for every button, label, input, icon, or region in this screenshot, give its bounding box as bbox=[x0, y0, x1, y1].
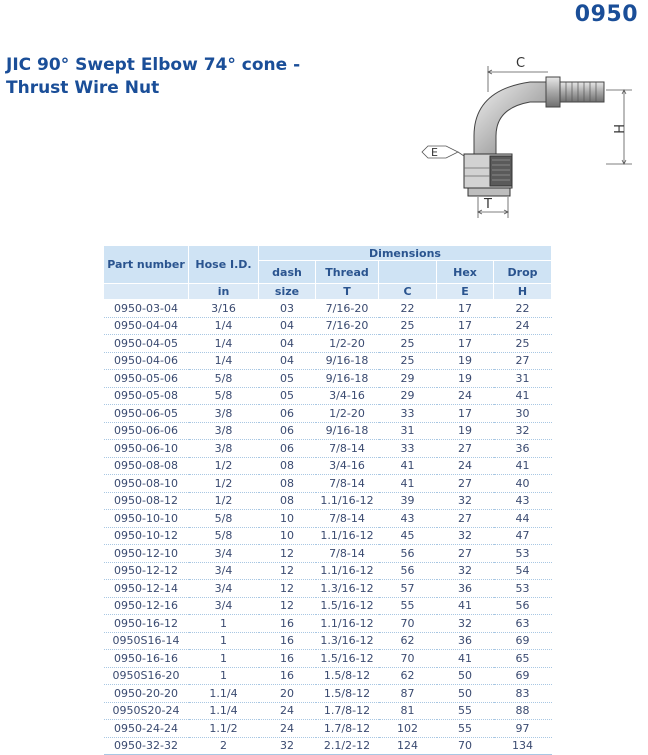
cell-part-number: 0950-12-12 bbox=[104, 562, 189, 580]
table-row bbox=[104, 300, 552, 318]
cell-hex: 17 bbox=[437, 317, 494, 335]
cell-dash-size: 05 bbox=[259, 387, 316, 405]
cell-hose-id: 1 bbox=[189, 615, 259, 633]
cell-hose-id: 3/4 bbox=[189, 545, 259, 563]
header-drop: Drop bbox=[494, 261, 552, 284]
cell-hex: 27 bbox=[437, 440, 494, 458]
cell-drop: 88 bbox=[494, 702, 552, 720]
table-row bbox=[104, 457, 552, 475]
cell-dash-size: 04 bbox=[259, 335, 316, 353]
cell-hex: 24 bbox=[437, 457, 494, 475]
table-row bbox=[104, 492, 552, 510]
cell-part-number: 0950-20-20 bbox=[104, 685, 189, 703]
unit-drop: H bbox=[494, 284, 552, 300]
cell-thread: 1.7/8-12 bbox=[316, 702, 379, 720]
cell-thread: 7/8-14 bbox=[316, 545, 379, 563]
cell-hex: 36 bbox=[437, 580, 494, 598]
table-row bbox=[104, 510, 552, 528]
cell-c: 62 bbox=[379, 667, 437, 685]
cell-drop: 65 bbox=[494, 650, 552, 668]
cell-thread: 1.3/16-12 bbox=[316, 632, 379, 650]
cell-drop: 54 bbox=[494, 562, 552, 580]
cell-dash-size: 32 bbox=[259, 737, 316, 755]
cell-dash-size: 06 bbox=[259, 405, 316, 423]
cell-thread: 9/16-18 bbox=[316, 422, 379, 440]
cell-dash-size: 24 bbox=[259, 702, 316, 720]
table-row bbox=[104, 335, 552, 353]
table-row bbox=[104, 317, 552, 335]
cell-c: 33 bbox=[379, 405, 437, 423]
cell-dash-size: 03 bbox=[259, 300, 316, 318]
cell-c: 55 bbox=[379, 597, 437, 615]
cell-hex: 50 bbox=[437, 685, 494, 703]
cell-c: 87 bbox=[379, 685, 437, 703]
cell-c: 56 bbox=[379, 562, 437, 580]
unit-c: C bbox=[379, 284, 437, 300]
table-row bbox=[104, 440, 552, 458]
table-row bbox=[104, 650, 552, 668]
cell-hose-id: 2 bbox=[189, 737, 259, 755]
cell-hose-id: 1.1/4 bbox=[189, 685, 259, 703]
header-hex: Hex bbox=[437, 261, 494, 284]
cell-dash-size: 10 bbox=[259, 510, 316, 528]
cell-part-number: 0950-05-06 bbox=[104, 370, 189, 388]
table-row bbox=[104, 527, 552, 545]
cell-c: 62 bbox=[379, 632, 437, 650]
cell-drop: 41 bbox=[494, 387, 552, 405]
cell-c: 22 bbox=[379, 300, 437, 318]
cell-hex: 55 bbox=[437, 702, 494, 720]
cell-thread: 7/8-14 bbox=[316, 475, 379, 493]
cell-drop: 69 bbox=[494, 667, 552, 685]
cell-part-number: 0950-05-08 bbox=[104, 387, 189, 405]
cell-dash-size: 16 bbox=[259, 667, 316, 685]
cell-hex: 32 bbox=[437, 615, 494, 633]
cell-hex: 32 bbox=[437, 562, 494, 580]
cell-part-number: 0950S16-20 bbox=[104, 667, 189, 685]
cell-c: 29 bbox=[379, 370, 437, 388]
cell-hose-id: 1.1/4 bbox=[189, 702, 259, 720]
cell-hex: 24 bbox=[437, 387, 494, 405]
cell-hex: 27 bbox=[437, 545, 494, 563]
cell-hex: 17 bbox=[437, 405, 494, 423]
cell-c: 81 bbox=[379, 702, 437, 720]
cell-hex: 32 bbox=[437, 527, 494, 545]
cell-c: 25 bbox=[379, 317, 437, 335]
cell-c: 33 bbox=[379, 440, 437, 458]
cell-part-number: 0950-04-04 bbox=[104, 317, 189, 335]
cell-dash-size: 10 bbox=[259, 527, 316, 545]
cell-drop: 32 bbox=[494, 422, 552, 440]
table-row bbox=[104, 387, 552, 405]
cell-thread: 1.1/16-12 bbox=[316, 562, 379, 580]
cell-part-number: 0950-04-05 bbox=[104, 335, 189, 353]
cell-dash-size: 08 bbox=[259, 457, 316, 475]
cell-dash-size: 16 bbox=[259, 650, 316, 668]
cell-drop: 63 bbox=[494, 615, 552, 633]
cell-hose-id: 3/8 bbox=[189, 405, 259, 423]
cell-hose-id: 3/16 bbox=[189, 300, 259, 318]
cell-part-number: 0950-10-12 bbox=[104, 527, 189, 545]
elbow-pipe bbox=[474, 82, 548, 154]
thrust-wire-nut bbox=[464, 154, 512, 196]
cell-c: 39 bbox=[379, 492, 437, 510]
cell-dash-size: 04 bbox=[259, 352, 316, 370]
cell-part-number: 0950-12-10 bbox=[104, 545, 189, 563]
cell-thread: 1.5/16-12 bbox=[316, 650, 379, 668]
cell-drop: 69 bbox=[494, 632, 552, 650]
cell-part-number: 0950-06-05 bbox=[104, 405, 189, 423]
cell-part-number: 0950-08-10 bbox=[104, 475, 189, 493]
cell-thread: 7/8-14 bbox=[316, 440, 379, 458]
cell-hose-id: 1 bbox=[189, 650, 259, 668]
cell-hex: 19 bbox=[437, 370, 494, 388]
header-part-number: Part number bbox=[104, 246, 189, 284]
header-c bbox=[379, 261, 437, 284]
table-row bbox=[104, 597, 552, 615]
cell-c: 41 bbox=[379, 475, 437, 493]
cell-hose-id: 3/8 bbox=[189, 440, 259, 458]
product-title-line-1: JIC 90° Swept Elbow 74° cone - bbox=[6, 55, 301, 75]
cell-part-number: 0950-06-06 bbox=[104, 422, 189, 440]
cell-hose-id: 1 bbox=[189, 667, 259, 685]
cell-thread: 1.5/8-12 bbox=[316, 685, 379, 703]
table-row bbox=[104, 422, 552, 440]
cell-drop: 31 bbox=[494, 370, 552, 388]
cell-c: 43 bbox=[379, 510, 437, 528]
cell-thread: 3/4-16 bbox=[316, 387, 379, 405]
cell-hose-id: 1/4 bbox=[189, 352, 259, 370]
cell-dash-size: 12 bbox=[259, 545, 316, 563]
label-e: E bbox=[431, 146, 438, 159]
table-body bbox=[104, 300, 552, 755]
table-row bbox=[104, 667, 552, 685]
cell-drop: 53 bbox=[494, 545, 552, 563]
cell-c: 57 bbox=[379, 580, 437, 598]
table-row bbox=[104, 632, 552, 650]
cell-hex: 41 bbox=[437, 650, 494, 668]
table-row bbox=[104, 562, 552, 580]
cell-drop: 53 bbox=[494, 580, 552, 598]
cell-thread: 1.1/16-12 bbox=[316, 492, 379, 510]
cell-c: 70 bbox=[379, 615, 437, 633]
header-thread: Thread bbox=[316, 261, 379, 284]
cell-hose-id: 3/4 bbox=[189, 580, 259, 598]
cell-part-number: 0950-12-14 bbox=[104, 580, 189, 598]
cell-dash-size: 16 bbox=[259, 632, 316, 650]
cell-thread: 2.1/2-12 bbox=[316, 737, 379, 755]
table-row bbox=[104, 685, 552, 703]
cell-drop: 30 bbox=[494, 405, 552, 423]
header-dash: dash bbox=[259, 261, 316, 284]
cell-hose-id: 1/4 bbox=[189, 335, 259, 353]
cell-dash-size: 08 bbox=[259, 492, 316, 510]
hex-callout bbox=[422, 146, 458, 158]
cell-part-number: 0950-16-12 bbox=[104, 615, 189, 633]
cell-part-number: 0950-08-12 bbox=[104, 492, 189, 510]
unit-thread: T bbox=[316, 284, 379, 300]
cell-thread: 1/2-20 bbox=[316, 335, 379, 353]
unit-part bbox=[104, 284, 189, 300]
table-row bbox=[104, 370, 552, 388]
cell-hose-id: 5/8 bbox=[189, 387, 259, 405]
cell-hex: 32 bbox=[437, 492, 494, 510]
label-t: T bbox=[484, 197, 492, 212]
cell-part-number: 0950-12-16 bbox=[104, 597, 189, 615]
cell-hose-id: 1/2 bbox=[189, 492, 259, 510]
cell-hex: 27 bbox=[437, 510, 494, 528]
table-row bbox=[104, 720, 552, 738]
cell-drop: 25 bbox=[494, 335, 552, 353]
cell-hose-id: 3/8 bbox=[189, 422, 259, 440]
cell-thread: 1.1/16-12 bbox=[316, 615, 379, 633]
unit-hose: in bbox=[189, 284, 259, 300]
table-row bbox=[104, 737, 552, 755]
cell-hex: 17 bbox=[437, 300, 494, 318]
cell-dash-size: 12 bbox=[259, 580, 316, 598]
cell-thread: 7/16-20 bbox=[316, 300, 379, 318]
cell-hose-id: 3/4 bbox=[189, 597, 259, 615]
cell-c: 29 bbox=[379, 387, 437, 405]
cell-part-number: 0950-24-24 bbox=[104, 720, 189, 738]
unit-hex: E bbox=[437, 284, 494, 300]
cell-hose-id: 5/8 bbox=[189, 370, 259, 388]
cell-dash-size: 06 bbox=[259, 440, 316, 458]
cell-hex: 70 bbox=[437, 737, 494, 755]
cell-thread: 3/4-16 bbox=[316, 457, 379, 475]
table-row bbox=[104, 545, 552, 563]
table-row bbox=[104, 702, 552, 720]
cell-hex: 36 bbox=[437, 632, 494, 650]
cell-drop: 47 bbox=[494, 527, 552, 545]
cell-dash-size: 20 bbox=[259, 685, 316, 703]
cell-hose-id: 1.1/2 bbox=[189, 720, 259, 738]
cell-c: 45 bbox=[379, 527, 437, 545]
cell-drop: 97 bbox=[494, 720, 552, 738]
cell-drop: 56 bbox=[494, 597, 552, 615]
cell-part-number: 0950-08-08 bbox=[104, 457, 189, 475]
cell-drop: 44 bbox=[494, 510, 552, 528]
dimensions-table bbox=[103, 245, 552, 755]
cell-c: 102 bbox=[379, 720, 437, 738]
cell-hex: 27 bbox=[437, 475, 494, 493]
cell-hose-id: 1 bbox=[189, 632, 259, 650]
cell-hex: 19 bbox=[437, 352, 494, 370]
cell-dash-size: 16 bbox=[259, 615, 316, 633]
cell-part-number: 0950S16-14 bbox=[104, 632, 189, 650]
cell-drop: 27 bbox=[494, 352, 552, 370]
cell-c: 41 bbox=[379, 457, 437, 475]
label-c: C bbox=[516, 56, 526, 71]
table-row bbox=[104, 580, 552, 598]
cell-drop: 83 bbox=[494, 685, 552, 703]
cell-dash-size: 06 bbox=[259, 422, 316, 440]
cell-thread: 7/8-14 bbox=[316, 510, 379, 528]
cell-hex: 50 bbox=[437, 667, 494, 685]
cell-thread: 9/16-18 bbox=[316, 370, 379, 388]
header-hose-id: Hose I.D. bbox=[189, 246, 259, 284]
cell-hex: 19 bbox=[437, 422, 494, 440]
table-row bbox=[104, 352, 552, 370]
cell-hex: 41 bbox=[437, 597, 494, 615]
cell-thread: 7/16-20 bbox=[316, 317, 379, 335]
fitting-drawing bbox=[418, 52, 640, 222]
cell-dash-size: 12 bbox=[259, 562, 316, 580]
cell-part-number: 0950-06-10 bbox=[104, 440, 189, 458]
cell-dash-size: 04 bbox=[259, 317, 316, 335]
cell-part-number: 0950-32-32 bbox=[104, 737, 189, 755]
cell-c: 124 bbox=[379, 737, 437, 755]
product-title bbox=[6, 54, 336, 100]
cell-thread: 1.5/16-12 bbox=[316, 597, 379, 615]
cell-hose-id: 1/4 bbox=[189, 317, 259, 335]
cell-thread: 9/16-18 bbox=[316, 352, 379, 370]
unit-dash: size bbox=[259, 284, 316, 300]
cell-c: 25 bbox=[379, 335, 437, 353]
cell-thread: 1/2-20 bbox=[316, 405, 379, 423]
cell-thread: 1.1/16-12 bbox=[316, 527, 379, 545]
hose-stem bbox=[546, 77, 604, 107]
cell-c: 25 bbox=[379, 352, 437, 370]
table-row bbox=[104, 615, 552, 633]
table-row bbox=[104, 475, 552, 493]
cell-dash-size: 12 bbox=[259, 597, 316, 615]
cell-hex: 55 bbox=[437, 720, 494, 738]
cell-hose-id: 1/2 bbox=[189, 457, 259, 475]
label-h: H bbox=[610, 124, 625, 134]
cell-dash-size: 24 bbox=[259, 720, 316, 738]
header-dimensions: Dimensions bbox=[259, 246, 552, 261]
cell-thread: 1.3/16-12 bbox=[316, 580, 379, 598]
cell-dash-size: 05 bbox=[259, 370, 316, 388]
cell-drop: 40 bbox=[494, 475, 552, 493]
cell-drop: 22 bbox=[494, 300, 552, 318]
cell-c: 56 bbox=[379, 545, 437, 563]
cell-hose-id: 5/8 bbox=[189, 510, 259, 528]
cell-thread: 1.7/8-12 bbox=[316, 720, 379, 738]
cell-part-number: 0950-10-10 bbox=[104, 510, 189, 528]
cell-drop: 134 bbox=[494, 737, 552, 755]
cell-part-number: 0950-03-04 bbox=[104, 300, 189, 318]
cell-drop: 43 bbox=[494, 492, 552, 510]
cell-part-number: 0950-16-16 bbox=[104, 650, 189, 668]
table-row bbox=[104, 405, 552, 423]
cell-thread: 1.5/8-12 bbox=[316, 667, 379, 685]
cell-dash-size: 08 bbox=[259, 475, 316, 493]
cell-c: 31 bbox=[379, 422, 437, 440]
product-title-line-2: Thrust Wire Nut bbox=[6, 78, 160, 98]
cell-drop: 36 bbox=[494, 440, 552, 458]
cell-hex: 17 bbox=[437, 335, 494, 353]
cell-drop: 24 bbox=[494, 317, 552, 335]
cell-part-number: 0950S20-24 bbox=[104, 702, 189, 720]
product-code: 0950 bbox=[574, 2, 638, 27]
cell-hose-id: 1/2 bbox=[189, 475, 259, 493]
cell-part-number: 0950-04-06 bbox=[104, 352, 189, 370]
cell-hose-id: 3/4 bbox=[189, 562, 259, 580]
cell-hose-id: 5/8 bbox=[189, 527, 259, 545]
cell-c: 70 bbox=[379, 650, 437, 668]
cell-drop: 41 bbox=[494, 457, 552, 475]
